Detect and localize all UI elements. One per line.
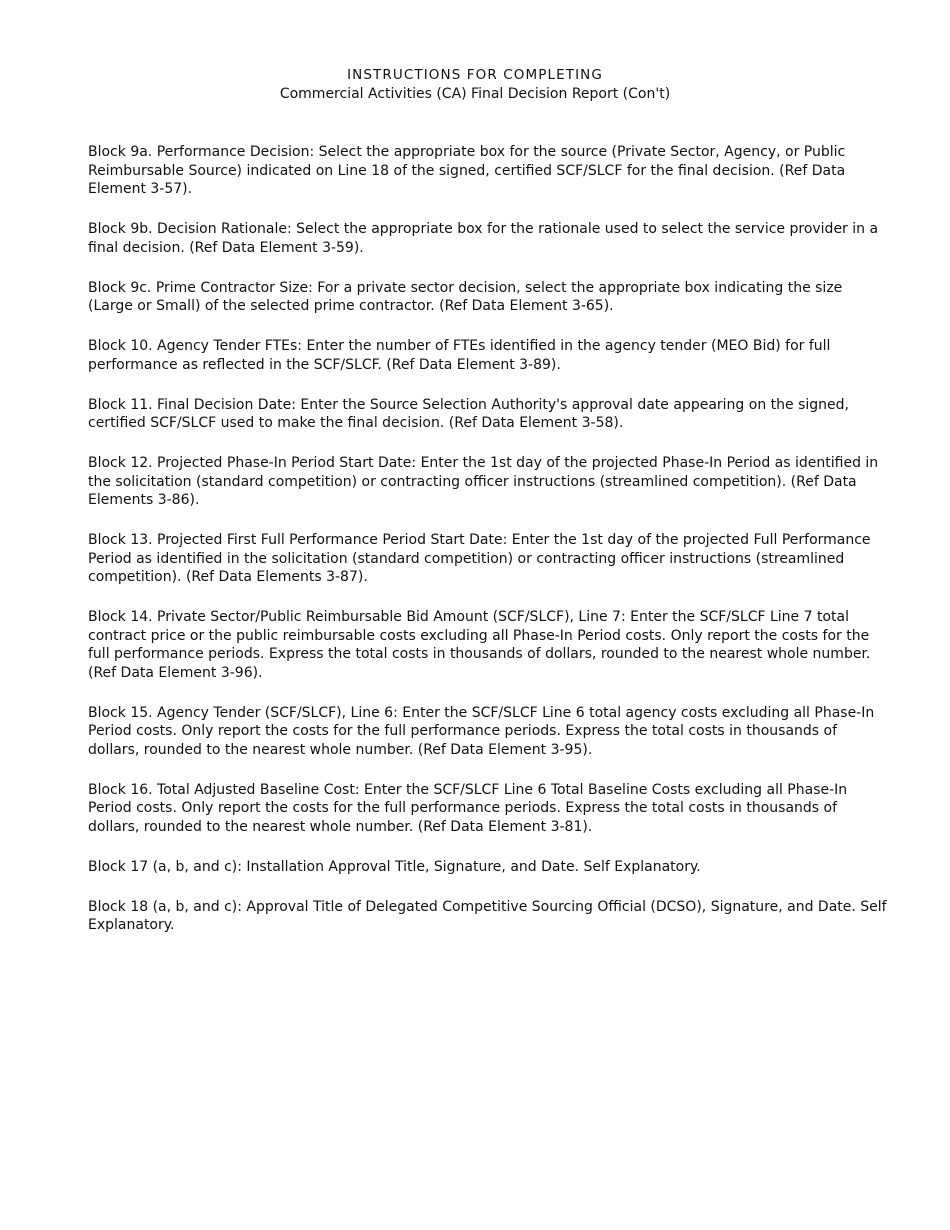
paragraph-block-16: Block 16. Total Adjusted Baseline Cost: Enter the SCF/SLCF Line 6 Total Baseline Costs excluding all Phase-In Period costs. Only report the costs for the full performance periods. Express the total costs in thousands of dollars, rounded to the nearest whole number. (Ref Data Element 3-81).: [88, 781, 848, 835]
header-title: INSTRUCTIONS FOR COMPLETING: [347, 67, 603, 83]
paragraph-block-18: Block 18 (a, b, and c): Approval Title of Delegated Competitive Sourcing Official (DCSO), Signature, and Date. Self Explanatory.: [88, 898, 887, 933]
paragraph-block-14: Block 14. Private Sector/Public Reimbursable Bid Amount (SCF/SLCF), Line 7: Enter the SCF/SLCF Line 7 total contract price or the public reimbursable costs excluding all Phase-In Period costs. Only report the costs for the full performance periods. Express the total costs in thousands of dollars, rounded to the nearest whole number. (Ref Data Element 3-96).: [88, 609, 871, 681]
header-subtitle: Commercial Activities (CA) Final Decision Report (Con't): [279, 86, 671, 102]
paragraph-block-17: Block 17 (a, b, and c): Installation Approval Title, Signature, and Date. Self Explanatory.: [88, 858, 701, 875]
paragraph-block-12: Block 12. Projected Phase-In Period Start Date: Enter the 1st day of the projected Phase-In Period as identified in the solicitation (standard competition) or contracting officer instructions (streamlined competition). (Ref Data Elements 3-86).: [88, 455, 879, 508]
paragraph-block-10: Block 10. Agency Tender FTEs: Enter the number of FTEs identified in the agency tender (MEO Bid) for full performance as reflected in the SCF/SLCF. (Ref Data Element 3-89).: [88, 338, 831, 373]
paragraph-block-13: Block 13. Projected First Full Performance Period Start Date: Enter the 1st day of the projected Full Performance Period as identified in the solicitation (standard competition) or contracting officer instructions (streamlined competition). (Ref Data Elements 3-87).: [88, 532, 871, 585]
paragraph-block-9c: Block 9c. Prime Contractor Size: For a private sector decision, select the appropriate box indicating the size (Large or Small) of the selected prime contractor. (Ref Data Element 3-65).: [88, 279, 843, 314]
paragraph-block-15: Block 15. Agency Tender (SCF/SLCF), Line 6: Enter the SCF/SLCF Line 6 total agency costs excluding all Phase-In Period costs. Only report the costs for the full performance periods. Express the total costs in thousands of dollars, rounded to the nearest whole number. (Ref Data Element 3-95).: [88, 704, 875, 758]
instructions-body: [88, 143, 888, 956]
paragraph-block-9a: Block 9a. Performance Decision: Select the appropriate box for the source (Private Sector, Agency, or Public Reimbursable Source) indicated on Line 18 of the signed, certified SCF/SLCF for the final decision. (Ref Data Element 3-57).: [88, 144, 846, 197]
paragraph-block-9b: Block 9b. Decision Rationale: Select the appropriate box for the rationale used to select the service provider in a final decision. (Ref Data Element 3-59).: [88, 221, 879, 256]
paragraph-block-11: Block 11. Final Decision Date: Enter the Source Selection Authority's approval date appearing on the signed, certified SCF/SLCF used to make the final decision. (Ref Data Element 3-58).: [88, 396, 849, 431]
document-header: [0, 66, 950, 104]
